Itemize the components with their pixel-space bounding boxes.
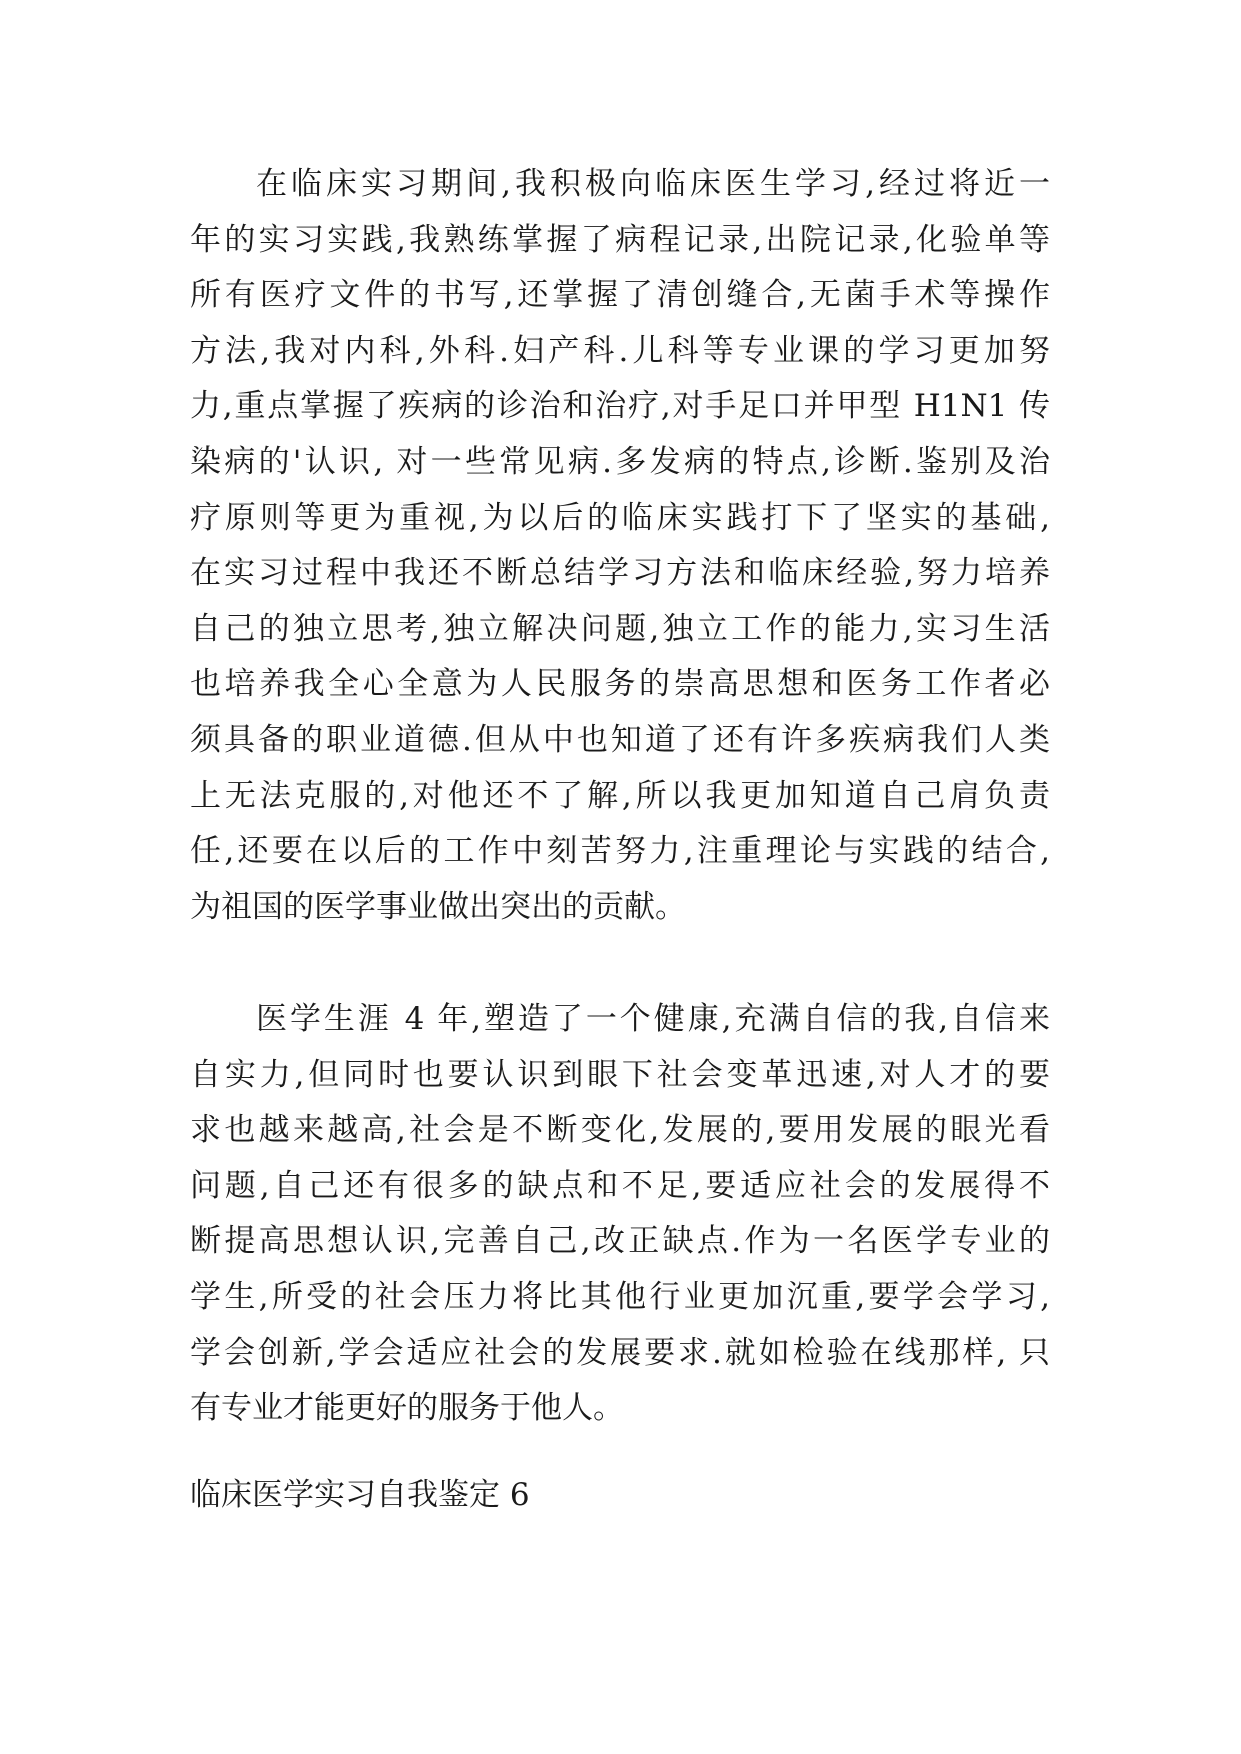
paragraph-line: 任,还要在以后的工作中刻苦努力,注重理论与实践的结合, [190, 833, 1050, 870]
paragraph-line: 问题,自己还有很多的缺点和不足,要适应社会的发展得不 [190, 1167, 1050, 1204]
paragraph-line: 学生,所受的社会压力将比其他行业更加沉重,要学会学习, [190, 1278, 1050, 1315]
paragraph-line: 自己的独立思考,独立解决问题,独立工作的能力,实习生活 [190, 610, 1050, 647]
paragraph-line: 医学生涯 4 年,塑造了一个健康,充满自信的我,自信来 [256, 1001, 1050, 1037]
paragraph-line: 断提高思想认识,完善自己,改正缺点.作为一名医学专业的 [190, 1223, 1050, 1260]
paragraph-line: 在实习过程中我还不断总结学习方法和临床经验,努力培养 [190, 555, 1050, 592]
section-heading [190, 1468, 1050, 1524]
paragraph-line: 年的实习实践,我熟练掌握了病程记录,出院记录,化验单等 [190, 221, 1050, 258]
paragraph-line: 在临床实习期间,我积极向临床医生学习,经过将近一 [256, 166, 1050, 202]
paragraph-line: 也培养我全心全意为人民服务的崇高思想和医务工作者必 [190, 666, 1050, 703]
paragraph-line: 所有医疗文件的书写,还掌握了清创缝合,无菌手术等操作 [190, 277, 1050, 314]
paragraph-line: 自实力,但同时也要认识到眼下社会变革迅速,对人才的要 [190, 1056, 1050, 1093]
paragraph-line: 求也越来越高,社会是不断变化,发展的,要用发展的眼光看 [190, 1112, 1050, 1149]
paragraph-line: 须具备的职业道德.但从中也知道了还有许多疾病我们人类 [190, 721, 1050, 758]
paragraph-line: 染病的'认识, 对一些常见病.多发病的特点,诊断.鉴别及治 [190, 443, 1050, 480]
paragraph-line: 力,重点掌握了疾病的诊治和治疗,对手足口并甲型 H1N1 传 [190, 388, 1050, 425]
paragraph-line: 方法,我对内科,外科.妇产科.儿科等专业课的学习更加努 [190, 332, 1050, 369]
paragraph-line: 上无法克服的,对他还不了解,所以我更加知道自己肩负责 [190, 777, 1050, 814]
paragraph-line: 疗原则等更为重视,为以后的临床实践打下了坚实的基础, [190, 499, 1050, 536]
paragraph-line: 有专业才能更好的服务于他人。 [190, 1390, 624, 1427]
section-heading-text: 临床医学实习自我鉴定 6 [190, 1477, 530, 1513]
paragraph-line: 学会创新,学会适应社会的发展要求.就如检验在线那样, 只 [190, 1334, 1050, 1371]
paragraph-line: 为祖国的医学事业做出突出的贡献。 [190, 888, 686, 925]
paragraph-medical-career [190, 992, 1050, 1437]
paragraph-internship-experience [190, 157, 1050, 935]
